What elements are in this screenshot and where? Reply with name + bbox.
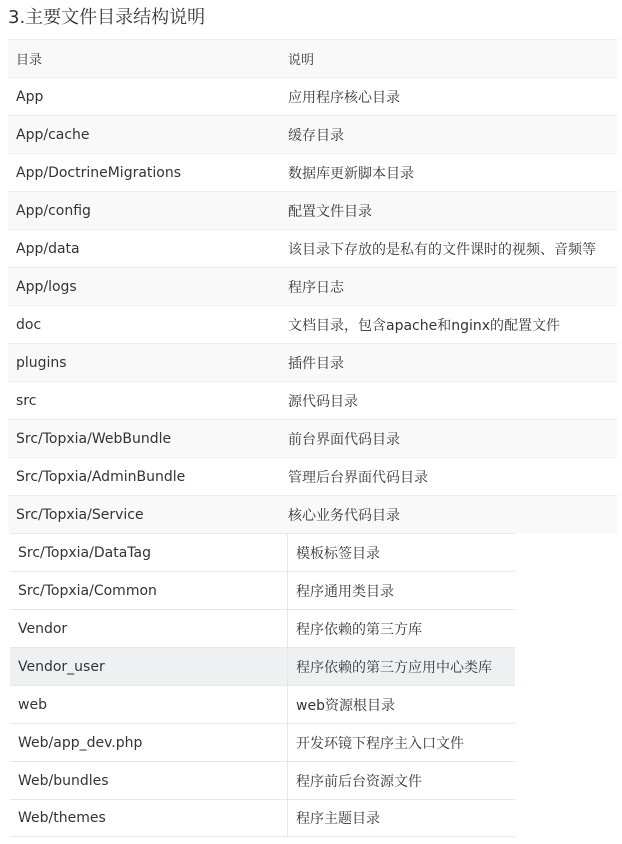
desc-cell: 配置文件目录 [288,203,372,220]
table-row [10,799,515,837]
desc-cell: 插件目录 [288,355,344,372]
table-row [8,77,617,115]
section-title: 3.主要文件目录结构说明 [8,7,206,28]
table-row [8,457,617,495]
dir-cell: Src/Topxia/AdminBundle [16,468,186,485]
dir-cell: Src/Topxia/Service [16,506,144,523]
directory-table-main [8,39,617,533]
dir-cell: Web/themes [10,800,288,836]
dir-cell: App/logs [16,278,77,295]
desc-cell: 应用程序核心目录 [288,89,400,106]
dir-cell: src [16,392,37,409]
desc-cell: 程序依赖的第三方库 [296,621,422,638]
desc-cell: 程序日志 [288,279,344,296]
desc-cell: 核心业务代码目录 [288,507,400,524]
table-row [10,761,515,799]
desc-cell: 程序依赖的第三方应用中心类库 [296,659,492,676]
dir-cell: App [16,88,44,105]
desc-cell: 文档目录，包含apache和nginx的配置文件 [288,317,561,334]
desc-cell: 模板标签目录 [296,545,380,562]
desc-cell: web资源根目录 [296,697,395,714]
table-row [8,115,617,153]
table-header-row [8,39,617,77]
table-row [8,191,617,229]
dir-cell: Src/Topxia/DataTag [10,534,288,571]
desc-cell: 开发环镜下程序主入口文件 [296,735,464,752]
desc-cell: 程序前后台资源文件 [296,773,422,790]
dir-cell: App/config [16,202,91,219]
dir-cell: App/cache [16,126,90,143]
table-row [10,533,515,571]
table-row [10,647,515,685]
table-row [8,229,617,267]
table-row [8,381,617,419]
dir-cell: plugins [16,354,67,371]
desc-cell: 该目录下存放的是私有的文件课时的视频、音频等 [288,241,596,258]
table-row [10,609,515,647]
table-row [8,305,617,343]
table-row [8,495,617,533]
table-row [10,723,515,761]
desc-cell: 源代码目录 [288,393,358,410]
dir-cell: App/data [16,240,80,257]
directory-table-continued [10,533,515,837]
desc-cell: 程序主题目录 [296,811,380,827]
table-row [10,571,515,609]
dir-cell: doc [16,316,42,333]
column-header-desc: 说明 [288,53,315,68]
column-header-dir: 目录 [16,53,43,68]
dir-cell: Src/Topxia/Common [10,572,288,609]
desc-cell: 管理后台界面代码目录 [288,469,428,486]
dir-cell: Vendor_user [10,648,288,685]
table-row [8,153,617,191]
table-row [8,267,617,305]
table-row [8,419,617,457]
dir-cell: Web/bundles [10,762,288,799]
dir-cell: Vendor [10,610,288,647]
dir-cell: Src/Topxia/WebBundle [16,430,172,447]
dir-cell: web [10,686,288,723]
dir-cell: Web/app_dev.php [10,724,288,761]
desc-cell: 程序通用类目录 [296,583,394,600]
desc-cell: 前台界面代码目录 [288,431,400,448]
dir-cell: App/DoctrineMigrations [16,164,182,181]
desc-cell: 数据库更新脚本目录 [288,165,414,182]
table-row [10,685,515,723]
desc-cell: 缓存目录 [288,127,344,144]
table-row [8,343,617,381]
